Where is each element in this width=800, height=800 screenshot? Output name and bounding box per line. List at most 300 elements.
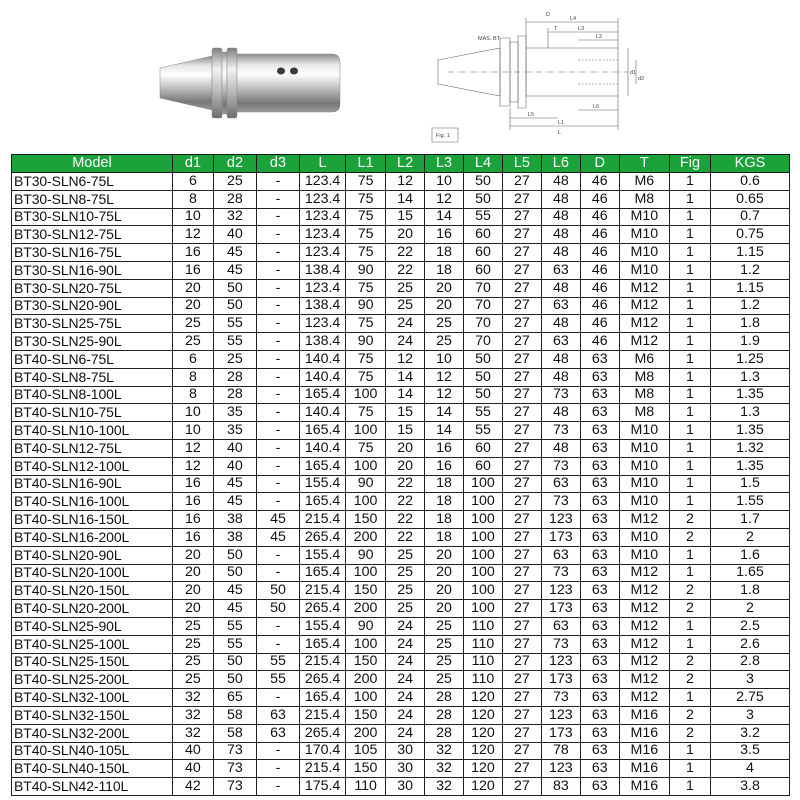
cell-fig: 1 <box>669 244 710 262</box>
cell-model: BT40-SLN8-75L <box>12 368 173 386</box>
cell-d: 46 <box>580 190 619 208</box>
cell-t: M8 <box>619 368 669 386</box>
cell-d2: 40 <box>213 457 256 475</box>
cell-l: 265.4 <box>300 528 346 546</box>
cell-t: M10 <box>619 261 669 279</box>
cell-l3: 20 <box>425 297 464 315</box>
table-row <box>12 493 790 511</box>
cell-kgs: 1.3 <box>710 368 789 386</box>
cell-l2: 25 <box>386 600 425 618</box>
cell-fig: 1 <box>669 617 710 635</box>
cell-d2: 50 <box>213 546 256 564</box>
cell-l: 165.4 <box>300 564 346 582</box>
cell-d: 63 <box>580 493 619 511</box>
cell-kgs: 2 <box>710 600 789 618</box>
cell-d2: 40 <box>213 226 256 244</box>
table-row <box>12 190 790 208</box>
cell-l4: 100 <box>463 600 502 618</box>
cell-d3: 50 <box>256 582 299 600</box>
cell-d2: 45 <box>213 475 256 493</box>
cell-d: 63 <box>580 706 619 724</box>
cell-l6: 73 <box>541 689 580 707</box>
column-header-l5: L5 <box>502 155 541 173</box>
cell-l1: 75 <box>346 208 386 226</box>
cell-l6: 63 <box>541 546 580 564</box>
cell-fig: 2 <box>669 511 710 529</box>
cell-kgs: 2.8 <box>710 653 789 671</box>
cell-t: M16 <box>619 724 669 742</box>
cell-d1: 8 <box>172 368 213 386</box>
cell-l: 165.4 <box>300 493 346 511</box>
cell-fig: 1 <box>669 422 710 440</box>
cell-d1: 12 <box>172 226 213 244</box>
table-row <box>12 404 790 422</box>
cell-l2: 14 <box>386 190 425 208</box>
cell-l2: 12 <box>386 350 425 368</box>
cell-d: 63 <box>580 671 619 689</box>
cell-d1: 20 <box>172 279 213 297</box>
cell-d: 63 <box>580 350 619 368</box>
cell-d3: - <box>256 315 299 333</box>
cell-l5: 27 <box>502 315 541 333</box>
cell-d: 63 <box>580 564 619 582</box>
cell-l1: 200 <box>346 600 386 618</box>
illustration-area <box>0 0 800 152</box>
cell-model: BT40-SLN40-150L <box>12 760 173 778</box>
cell-model: BT30-SLN10-75L <box>12 208 173 226</box>
cell-d3: - <box>256 778 299 796</box>
table-row <box>12 653 790 671</box>
cell-d2: 73 <box>213 742 256 760</box>
cell-l2: 20 <box>386 457 425 475</box>
cell-l2: 24 <box>386 671 425 689</box>
cell-d3: - <box>256 226 299 244</box>
column-header-d2: d2 <box>213 155 256 173</box>
cell-model: BT40-SLN25-150L <box>12 653 173 671</box>
cell-l4: 55 <box>463 208 502 226</box>
table-row <box>12 208 790 226</box>
cell-fig: 1 <box>669 333 710 351</box>
cell-l3: 28 <box>425 706 464 724</box>
cell-d2: 28 <box>213 368 256 386</box>
cell-l1: 75 <box>346 350 386 368</box>
cell-l3: 20 <box>425 582 464 600</box>
cell-d2: 45 <box>213 261 256 279</box>
cell-l5: 27 <box>502 493 541 511</box>
cell-l6: 123 <box>541 706 580 724</box>
cell-l1: 75 <box>346 368 386 386</box>
cell-l6: 48 <box>541 190 580 208</box>
cell-l6: 123 <box>541 511 580 529</box>
label-L3: L3 <box>578 26 585 32</box>
cell-l5: 27 <box>502 671 541 689</box>
cell-l5: 27 <box>502 208 541 226</box>
cell-t: M12 <box>619 297 669 315</box>
table-row <box>12 350 790 368</box>
cell-d3: - <box>256 689 299 707</box>
cell-d3: 50 <box>256 600 299 618</box>
cell-l6: 48 <box>541 315 580 333</box>
cell-l4: 120 <box>463 778 502 796</box>
table-row <box>12 582 790 600</box>
label-D: D <box>546 12 550 18</box>
cell-l3: 18 <box>425 511 464 529</box>
cell-l4: 55 <box>463 404 502 422</box>
cell-l: 138.4 <box>300 333 346 351</box>
cell-l5: 27 <box>502 706 541 724</box>
cell-d2: 40 <box>213 439 256 457</box>
cell-d: 63 <box>580 778 619 796</box>
cell-l5: 27 <box>502 279 541 297</box>
cell-kgs: 2.75 <box>710 689 789 707</box>
cell-l3: 18 <box>425 244 464 262</box>
table-row <box>12 475 790 493</box>
cell-l: 140.4 <box>300 439 346 457</box>
cell-model: BT40-SLN20-100L <box>12 564 173 582</box>
table-row <box>12 511 790 529</box>
cell-d3: - <box>256 386 299 404</box>
cell-l3: 12 <box>425 386 464 404</box>
cell-l4: 100 <box>463 528 502 546</box>
cell-l: 123.4 <box>300 173 346 191</box>
cell-l1: 150 <box>346 653 386 671</box>
cell-kgs: 1.6 <box>710 546 789 564</box>
label-d1: d1 <box>630 70 637 76</box>
cell-t: M12 <box>619 564 669 582</box>
cell-t: M12 <box>619 582 669 600</box>
cell-d1: 16 <box>172 244 213 262</box>
cell-d2: 25 <box>213 350 256 368</box>
cell-model: BT30-SLN25-75L <box>12 315 173 333</box>
cell-fig: 1 <box>669 778 710 796</box>
cell-d1: 20 <box>172 564 213 582</box>
table-row <box>12 244 790 262</box>
cell-d3: - <box>256 457 299 475</box>
cell-l6: 123 <box>541 582 580 600</box>
cell-kgs: 1.7 <box>710 511 789 529</box>
cell-d1: 25 <box>172 671 213 689</box>
cell-l1: 90 <box>346 546 386 564</box>
cell-d3: - <box>256 635 299 653</box>
label-mas-bt: MAS. BT <box>478 36 501 42</box>
cell-l6: 83 <box>541 778 580 796</box>
cell-l6: 48 <box>541 173 580 191</box>
table-row <box>12 279 790 297</box>
table-row <box>12 724 790 742</box>
cell-model: BT40-SLN25-200L <box>12 671 173 689</box>
cell-model: BT40-SLN8-100L <box>12 386 173 404</box>
table-row <box>12 368 790 386</box>
cell-d3: - <box>256 279 299 297</box>
cell-l6: 173 <box>541 724 580 742</box>
cell-l4: 70 <box>463 315 502 333</box>
cell-l5: 27 <box>502 760 541 778</box>
cell-t: M12 <box>619 511 669 529</box>
cell-t: M10 <box>619 493 669 511</box>
label-L5: L5 <box>528 112 535 118</box>
cell-d3: - <box>256 742 299 760</box>
cell-kgs: 0.65 <box>710 190 789 208</box>
cell-l: 215.4 <box>300 653 346 671</box>
cell-model: BT40-SLN32-100L <box>12 689 173 707</box>
cell-d1: 25 <box>172 333 213 351</box>
cell-l: 140.4 <box>300 404 346 422</box>
cell-t: M10 <box>619 422 669 440</box>
cell-d1: 40 <box>172 742 213 760</box>
cell-l6: 48 <box>541 368 580 386</box>
cell-l3: 32 <box>425 760 464 778</box>
cell-l6: 78 <box>541 742 580 760</box>
cell-model: BT40-SLN25-90L <box>12 617 173 635</box>
cell-kgs: 1.32 <box>710 439 789 457</box>
table-row <box>12 778 790 796</box>
technical-drawing <box>428 8 648 148</box>
cell-l3: 32 <box>425 742 464 760</box>
cell-l: 215.4 <box>300 511 346 529</box>
cell-l: 165.4 <box>300 457 346 475</box>
cell-d3: - <box>256 350 299 368</box>
cell-d2: 35 <box>213 404 256 422</box>
cell-kgs: 3.2 <box>710 724 789 742</box>
cell-l3: 18 <box>425 475 464 493</box>
cell-kgs: 1.3 <box>710 404 789 422</box>
cell-d2: 50 <box>213 671 256 689</box>
cell-fig: 1 <box>669 439 710 457</box>
cell-t: M12 <box>619 279 669 297</box>
cell-d1: 42 <box>172 778 213 796</box>
cell-fig: 1 <box>669 742 710 760</box>
cell-d2: 50 <box>213 279 256 297</box>
cell-l5: 27 <box>502 261 541 279</box>
cell-d2: 58 <box>213 706 256 724</box>
cell-t: M10 <box>619 528 669 546</box>
cell-l1: 100 <box>346 493 386 511</box>
cell-l2: 25 <box>386 279 425 297</box>
cell-d2: 55 <box>213 333 256 351</box>
cell-d1: 32 <box>172 706 213 724</box>
cell-l5: 27 <box>502 297 541 315</box>
cell-l6: 73 <box>541 386 580 404</box>
cell-d3: - <box>256 333 299 351</box>
cell-fig: 1 <box>669 635 710 653</box>
cell-t: M12 <box>619 635 669 653</box>
cell-l6: 48 <box>541 226 580 244</box>
cell-d: 63 <box>580 653 619 671</box>
cell-l2: 24 <box>386 333 425 351</box>
cell-d2: 50 <box>213 653 256 671</box>
cell-l1: 200 <box>346 528 386 546</box>
cell-kgs: 2.5 <box>710 617 789 635</box>
cell-l4: 70 <box>463 279 502 297</box>
cell-l6: 48 <box>541 350 580 368</box>
cell-l: 165.4 <box>300 689 346 707</box>
cell-l5: 27 <box>502 368 541 386</box>
cell-kgs: 3 <box>710 671 789 689</box>
column-header-l1: L1 <box>346 155 386 173</box>
cell-fig: 2 <box>669 582 710 600</box>
cell-kgs: 0.75 <box>710 226 789 244</box>
cell-t: M16 <box>619 778 669 796</box>
cell-l4: 60 <box>463 226 502 244</box>
cell-l: 140.4 <box>300 350 346 368</box>
cell-l3: 25 <box>425 617 464 635</box>
cell-l1: 75 <box>346 279 386 297</box>
cell-fig: 1 <box>669 493 710 511</box>
cell-l2: 24 <box>386 706 425 724</box>
cell-l3: 28 <box>425 724 464 742</box>
label-L: L <box>558 130 562 136</box>
cell-d1: 16 <box>172 493 213 511</box>
cell-l5: 27 <box>502 511 541 529</box>
cell-l4: 50 <box>463 173 502 191</box>
label-fig: Fig. 1 <box>436 133 450 139</box>
table-body <box>12 173 790 796</box>
table-row <box>12 439 790 457</box>
column-header-l: L <box>300 155 346 173</box>
cell-d2: 28 <box>213 190 256 208</box>
cell-fig: 1 <box>669 404 710 422</box>
cell-l: 265.4 <box>300 600 346 618</box>
cell-l2: 24 <box>386 617 425 635</box>
cell-fig: 1 <box>669 386 710 404</box>
cell-l5: 27 <box>502 635 541 653</box>
cell-l2: 22 <box>386 528 425 546</box>
cell-l1: 75 <box>346 404 386 422</box>
cell-l3: 16 <box>425 439 464 457</box>
cell-l4: 120 <box>463 760 502 778</box>
cell-l6: 173 <box>541 671 580 689</box>
cell-l1: 110 <box>346 778 386 796</box>
cell-d1: 10 <box>172 422 213 440</box>
cell-model: BT30-SLN12-75L <box>12 226 173 244</box>
cell-l: 155.4 <box>300 475 346 493</box>
label-L6: L6 <box>593 104 600 110</box>
cell-d2: 55 <box>213 315 256 333</box>
cell-l6: 73 <box>541 493 580 511</box>
cell-d1: 25 <box>172 635 213 653</box>
cell-l2: 14 <box>386 386 425 404</box>
cell-l5: 27 <box>502 653 541 671</box>
cell-kgs: 1.5 <box>710 475 789 493</box>
cell-l5: 27 <box>502 439 541 457</box>
cell-l5: 27 <box>502 350 541 368</box>
cell-d: 63 <box>580 689 619 707</box>
cell-l: 165.4 <box>300 635 346 653</box>
cell-d3: - <box>256 760 299 778</box>
cell-d1: 8 <box>172 386 213 404</box>
cell-d1: 16 <box>172 528 213 546</box>
table-row <box>12 671 790 689</box>
spec-table <box>11 154 790 796</box>
cell-fig: 2 <box>669 653 710 671</box>
cell-l: 123.4 <box>300 226 346 244</box>
cell-fig: 2 <box>669 671 710 689</box>
cell-d3: - <box>256 261 299 279</box>
cell-t: M10 <box>619 226 669 244</box>
cell-t: M12 <box>619 315 669 333</box>
cell-l1: 90 <box>346 261 386 279</box>
cell-d3: 45 <box>256 528 299 546</box>
column-header-d1: d1 <box>172 155 213 173</box>
cell-d2: 38 <box>213 528 256 546</box>
cell-l2: 30 <box>386 778 425 796</box>
cell-l5: 27 <box>502 564 541 582</box>
cell-d2: 58 <box>213 724 256 742</box>
cell-l2: 25 <box>386 546 425 564</box>
cell-fig: 1 <box>669 457 710 475</box>
cell-d2: 45 <box>213 244 256 262</box>
cell-d1: 10 <box>172 208 213 226</box>
cell-t: M12 <box>619 600 669 618</box>
cell-l4: 100 <box>463 582 502 600</box>
cell-d2: 45 <box>213 582 256 600</box>
cell-kgs: 1.35 <box>710 422 789 440</box>
cell-d3: - <box>256 173 299 191</box>
cell-d3: - <box>256 493 299 511</box>
table-row <box>12 297 790 315</box>
cell-l3: 14 <box>425 404 464 422</box>
cell-l5: 27 <box>502 778 541 796</box>
cell-kgs: 1.35 <box>710 457 789 475</box>
cell-l3: 14 <box>425 208 464 226</box>
label-d2: d2 <box>638 76 645 82</box>
cell-d1: 40 <box>172 760 213 778</box>
cell-l5: 27 <box>502 173 541 191</box>
cell-fig: 2 <box>669 706 710 724</box>
cell-l1: 100 <box>346 564 386 582</box>
cell-d1: 20 <box>172 600 213 618</box>
cell-l1: 75 <box>346 173 386 191</box>
cell-d2: 35 <box>213 422 256 440</box>
cell-d1: 32 <box>172 689 213 707</box>
cell-l4: 100 <box>463 564 502 582</box>
cell-l6: 73 <box>541 635 580 653</box>
cell-l6: 48 <box>541 279 580 297</box>
cell-l2: 12 <box>386 173 425 191</box>
cell-l3: 20 <box>425 600 464 618</box>
cell-l5: 27 <box>502 226 541 244</box>
table-header-row <box>12 155 790 173</box>
cell-l2: 22 <box>386 493 425 511</box>
table-row <box>12 422 790 440</box>
cell-t: M16 <box>619 760 669 778</box>
cell-d3: - <box>256 368 299 386</box>
cell-l4: 60 <box>463 457 502 475</box>
cell-d: 46 <box>580 244 619 262</box>
cell-l3: 10 <box>425 350 464 368</box>
cell-l6: 48 <box>541 208 580 226</box>
cell-l4: 120 <box>463 742 502 760</box>
cell-model: BT40-SLN6-75L <box>12 350 173 368</box>
cell-l3: 25 <box>425 671 464 689</box>
cell-fig: 2 <box>669 600 710 618</box>
cell-l3: 16 <box>425 457 464 475</box>
cell-l1: 150 <box>346 706 386 724</box>
table-row <box>12 760 790 778</box>
cell-kgs: 2 <box>710 528 789 546</box>
column-header-d3: d3 <box>256 155 299 173</box>
cell-t: M12 <box>619 689 669 707</box>
cell-model: BT40-SLN42-110L <box>12 778 173 796</box>
cell-d2: 45 <box>213 493 256 511</box>
cell-d1: 25 <box>172 315 213 333</box>
cell-d3: - <box>256 422 299 440</box>
cell-d: 46 <box>580 297 619 315</box>
cell-l3: 25 <box>425 635 464 653</box>
cell-l: 165.4 <box>300 422 346 440</box>
cell-model: BT30-SLN16-75L <box>12 244 173 262</box>
cell-l4: 100 <box>463 475 502 493</box>
